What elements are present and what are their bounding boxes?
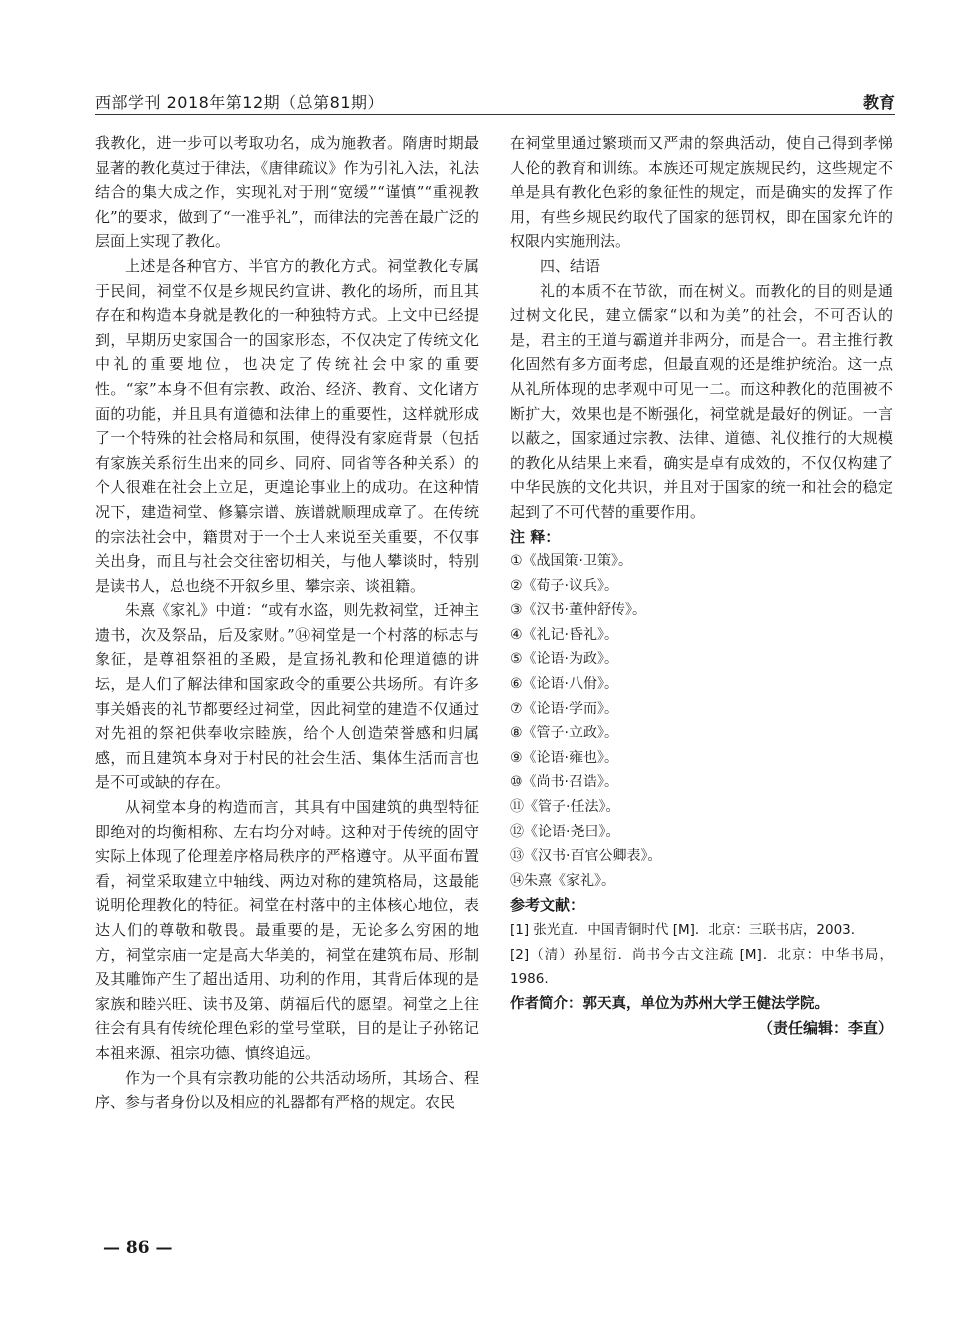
- notes-list: [510, 549, 893, 893]
- page-number: — 86 —: [103, 1238, 173, 1258]
- author-bio: 作者简介：郭天真，单位为苏州大学王健法学院。: [510, 995, 829, 1012]
- paragraph-continuation: 在祠堂里通过繁琐而又严肃的祭典活动，使自己得到孝悌人伦的教育和训练。本族还可规定族规民约，这些规定不单是具有教化色彩的象征性的规定，而是确实的发挥了作用，有些乡规民约取代了国家的惩罚权，即在国家允许的权限内实施刑法。: [510, 134, 893, 251]
- paragraph-conclusion: 礼的本质不在节欲，而在树义。而教化的目的则是通过树文化民，建立儒家“以和为美”的社会，不可否认的是，君主的王道与霸道并非两分，而是合一。君主推行教化固然有多方面考虑，但最直观的还是维护统治。这一点从礼所体现的忠孝观中可见一二。而这种教化的范围被不断扩大，效果也是不断强化，祠堂就是最好的例证。一言以蔽之，国家通过宗教、法律、道德、礼仪推行的大规模的教化从结果上来看，确实是卓有成效的，不仅仅构建了中华民族的文化共识，并且对于国家的统一和社会的稳定起到了不可代替的重要作用。: [510, 281, 893, 521]
- reference-item: [2]（清）孙星衍．尚书今古文注疏 [M]．北京：中华书局，1986.: [510, 946, 893, 988]
- note-item: ⑭朱熹《家礼》。: [510, 872, 615, 889]
- responsible-editor: （责任编辑：李直）: [757, 1019, 893, 1038]
- paragraph-continuation: 我教化，进一步可以考取功名，成为施教者。隋唐时期最显著的教化莫过于律法，《唐律疏议》作为引礼入法，礼法结合的集大成之作，实现礼对于刑“宽缓”“谨慎”“重视教化”的要求，做到了“一准乎礼”，而律法的完善在最广泛的层面上实现了教化。: [95, 134, 479, 251]
- header-rule: [95, 114, 895, 115]
- right-column: [510, 131, 893, 1041]
- paragraph: 上述是各种官方、半官方的教化方式。祠堂教化专属于民间，祠堂不仅是乡规民约宣讲、教化的场所，而且其存在和构造本身就是教化的一种独特方式。上文中已经提到，早期历史家国合一的国家形态，不仅决定了传统文化中礼的重要地位，也决定了传统社会中家的重要性。“家”本身不但有宗教、政治、经济、教育、文化诸方面的功能，并且具有道德和法律上的重要性，这样就形成了一个特殊的社会格局和氛围，使得没有家庭背景（包括有家族关系衍生出来的同乡、同府、同省等各种关系）的个人很难在社会上立足，更遑论事业上的成功。在这种情况下，建造祠堂、修纂宗谱、族谱就顺理成章了。在传统的宗法社会中，籍贯对于一个士人来说至关重要，不仅事关出身，而且与社会交往密切相关，与他人攀谈时，特别是读书人，总也绕不开叙乡里、攀宗亲、谈祖籍。: [95, 256, 479, 595]
- running-header: [95, 88, 895, 114]
- note-item: ⑨《论语·雍也》。: [510, 749, 619, 766]
- paragraph: 作为一个具有宗教功能的公共活动场所，其场合、程序、参与者身份以及相应的礼器都有严格的规定。农民: [95, 1068, 479, 1112]
- note-item: ⑥《论语·八佾》。: [510, 676, 619, 693]
- note-item: ⑤《论语·为政》。: [510, 651, 619, 668]
- section-heading: 四、结语: [540, 256, 601, 275]
- notes-heading: 注 释：: [510, 527, 561, 546]
- references-heading: 参考文献：: [510, 896, 586, 915]
- note-item: ⑫《论语·尧曰》。: [510, 823, 620, 840]
- left-column: [95, 131, 479, 1115]
- note-item: ⑪《管子·任法》。: [510, 799, 620, 816]
- note-item: ③《汉书·董仲舒传》。: [510, 602, 647, 619]
- note-item: ⑩《尚书·召诰》。: [510, 774, 619, 791]
- note-item: ⑦《论语·学而》。: [510, 700, 619, 717]
- section-name: 教育: [862, 93, 895, 112]
- journal-title: 西部学刊 2018年第12期（总第81期）: [95, 93, 385, 112]
- paragraph: 从祠堂本身的构造而言，其具有中国建筑的典型特征即绝对的均衡相称、左右均分对峙。这种对于传统的固守实际上体现了伦理差序格局秩序的严格遵守。从平面布置看，祠堂采取建立中轴线、两边对称的建筑格局，这最能说明伦理教化的特征。祠堂在村落中的主体核心地位，表达人们的尊敬和敬畏。最重要的是，无论多么穷困的地方，祠堂宗庙一定是高大华美的，祠堂在建筑布局、形制及其雕饰产生了超出适用、功利的作用，其背后体现的是家族和睦兴旺、读书及第、荫福后代的愿望。祠堂之上往往会有具有传统伦理色彩的堂号堂联，目的是让子孙铭记本祖来源、祖宗功德、慎终追远。: [95, 798, 479, 1062]
- reference-item: [1] 张光直．中国青铜时代 [M]．北京：三联书店，2003.: [510, 922, 856, 938]
- note-item: ⑧《管子·立政》。: [510, 725, 619, 742]
- note-item: ①《战国策·卫策》。: [510, 553, 633, 570]
- note-item: ⑬《汉书·百官公卿表》。: [510, 848, 662, 865]
- note-item: ②《荀子·议兵》。: [510, 577, 619, 594]
- paragraph: 朱熹《家礼》中道：“或有水盗，则先救祠堂，迁神主遗书，次及祭品，后及家财。”⑭祠堂是一个村落的标志与象征，是尊祖祭祖的圣殿，是宣扬礼教和伦理道德的讲坛，是人们了解法律和国家政令的重要公共场所。有许多事关婚丧的礼节都要经过祠堂，因此祠堂的建造不仅通过对先祖的祭祀供奉收宗睦族，给个人创造荣誉感和归属感，而且建筑本身对于村民的社会生活、集体生活而言也是不可或缺的存在。: [95, 601, 479, 792]
- references-list: [510, 918, 893, 992]
- note-item: ④《礼记·昏礼》。: [510, 626, 619, 643]
